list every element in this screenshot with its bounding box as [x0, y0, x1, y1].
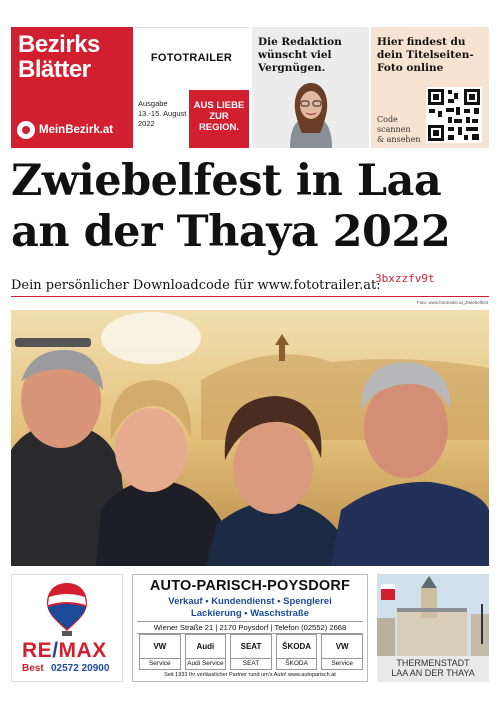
- brand-tile: [276, 634, 318, 670]
- meinbezirk-brand: [17, 121, 113, 139]
- town-line1: THERMENSTADT: [396, 658, 470, 668]
- qr-caption-line1: Code: [377, 115, 398, 124]
- qr-section: [371, 27, 489, 148]
- qr-heading-line1: Hier findest du: [377, 36, 466, 48]
- thermenstadt-ad[interactable]: [377, 574, 489, 682]
- brand-tile: [139, 634, 181, 670]
- brand-tile: [185, 634, 227, 670]
- divider: [11, 296, 489, 297]
- qr-caption-line2: scannen: [377, 125, 411, 134]
- auto-parisch-ad[interactable]: [132, 574, 368, 682]
- vw-logo-icon: VW: [335, 641, 349, 651]
- town-line2: LAA AN DER THAYA: [391, 668, 475, 678]
- logo-line2: Blätter: [18, 56, 91, 83]
- headline-line1: Zwiebelfest in Laa: [11, 156, 442, 206]
- download-code: 3bxzzfv9t: [375, 272, 435, 285]
- brand-label: Service: [322, 658, 362, 667]
- sun-icon: [17, 121, 35, 139]
- auto-services: [133, 596, 367, 620]
- region-line1: AUS LIEBE: [193, 100, 245, 111]
- brand-tile: [230, 634, 272, 670]
- brand-label: ŠKODA: [277, 658, 317, 667]
- remax-brand-max: MAX: [58, 639, 107, 662]
- remax-brand-re: RE: [22, 639, 53, 662]
- download-instructions: Dein persönlicher Downloadcode für www.fototrailer.at:: [11, 278, 381, 293]
- issue-label: Ausgabe: [138, 99, 168, 108]
- remax-ad[interactable]: [11, 574, 123, 682]
- skoda-logo-icon: ŠKODA: [282, 641, 312, 651]
- redaktion-line1: Die Redaktion: [258, 36, 342, 48]
- redaktion-line3: Vergnügen.: [258, 62, 326, 74]
- brand-label: Service: [140, 658, 180, 667]
- bezirksblaetter-logo: [11, 27, 133, 148]
- logo-title: [18, 32, 100, 82]
- brand-row: [139, 634, 363, 670]
- vw-logo-icon: VW: [153, 641, 167, 651]
- logo-site: MeinBezirk.at: [39, 124, 114, 136]
- remax-best: Best: [22, 663, 44, 674]
- town-hall-image: [377, 574, 489, 656]
- auto-footer: Seit 1933 Ihr verlässlicher Partner rund um's Auto! www.autoparisch.at: [164, 672, 336, 678]
- redaktion-box: [252, 27, 369, 148]
- seat-logo-icon: SEAT: [240, 641, 262, 651]
- fototrailer-box: [134, 27, 249, 91]
- group-photo: [11, 310, 489, 566]
- editor-portrait: [276, 77, 346, 148]
- region-line2: ZUR: [209, 111, 229, 122]
- fototrailer-label: FOTOTRAILER: [150, 52, 233, 64]
- qr-caption-line3: & ansehen: [377, 135, 421, 144]
- auto-address: Wiener Straße 21 | 2170 Poysdorf | Telefon (02552) 2668: [137, 621, 363, 634]
- qr-code[interactable]: [426, 87, 482, 143]
- brand-tile: [321, 634, 363, 670]
- headline-line2: an der Thaya 2022: [11, 207, 451, 257]
- issue-info: [134, 90, 189, 148]
- auto-services-line1: Verkauf • Kundendienst • Spenglerei: [168, 596, 332, 607]
- redaktion-line2: wünscht viel: [258, 49, 332, 61]
- town-name: [377, 658, 489, 678]
- qr-heading-line2: dein Titelseiten-: [377, 49, 474, 61]
- remax-brand-slash: /: [52, 639, 59, 662]
- issue-dates: 13.-15. August: [138, 109, 187, 118]
- qr-heading-line3: Foto online: [377, 62, 444, 74]
- region-slogan: [189, 90, 249, 148]
- balloon-icon: [45, 581, 89, 637]
- logo-line1: Bezirks: [18, 31, 100, 58]
- auto-title: AUTO-PARISCH-POYSDORF: [149, 578, 351, 594]
- brand-label: SEAT: [231, 658, 271, 667]
- issue-year: 2022: [138, 119, 155, 128]
- brand-label: Audi Service: [187, 660, 224, 667]
- region-line3: REGION.: [198, 122, 240, 133]
- remax-phone: 02572 20900: [51, 663, 110, 674]
- headline: [11, 156, 491, 258]
- audi-logo-icon: Audi: [196, 641, 215, 651]
- photo-credit: Foto: www.fototrailer.at_Zwiebelfest: [416, 300, 488, 305]
- auto-services-line2: Lackierung • Waschstraße: [190, 608, 310, 619]
- remax-brand: [22, 639, 107, 663]
